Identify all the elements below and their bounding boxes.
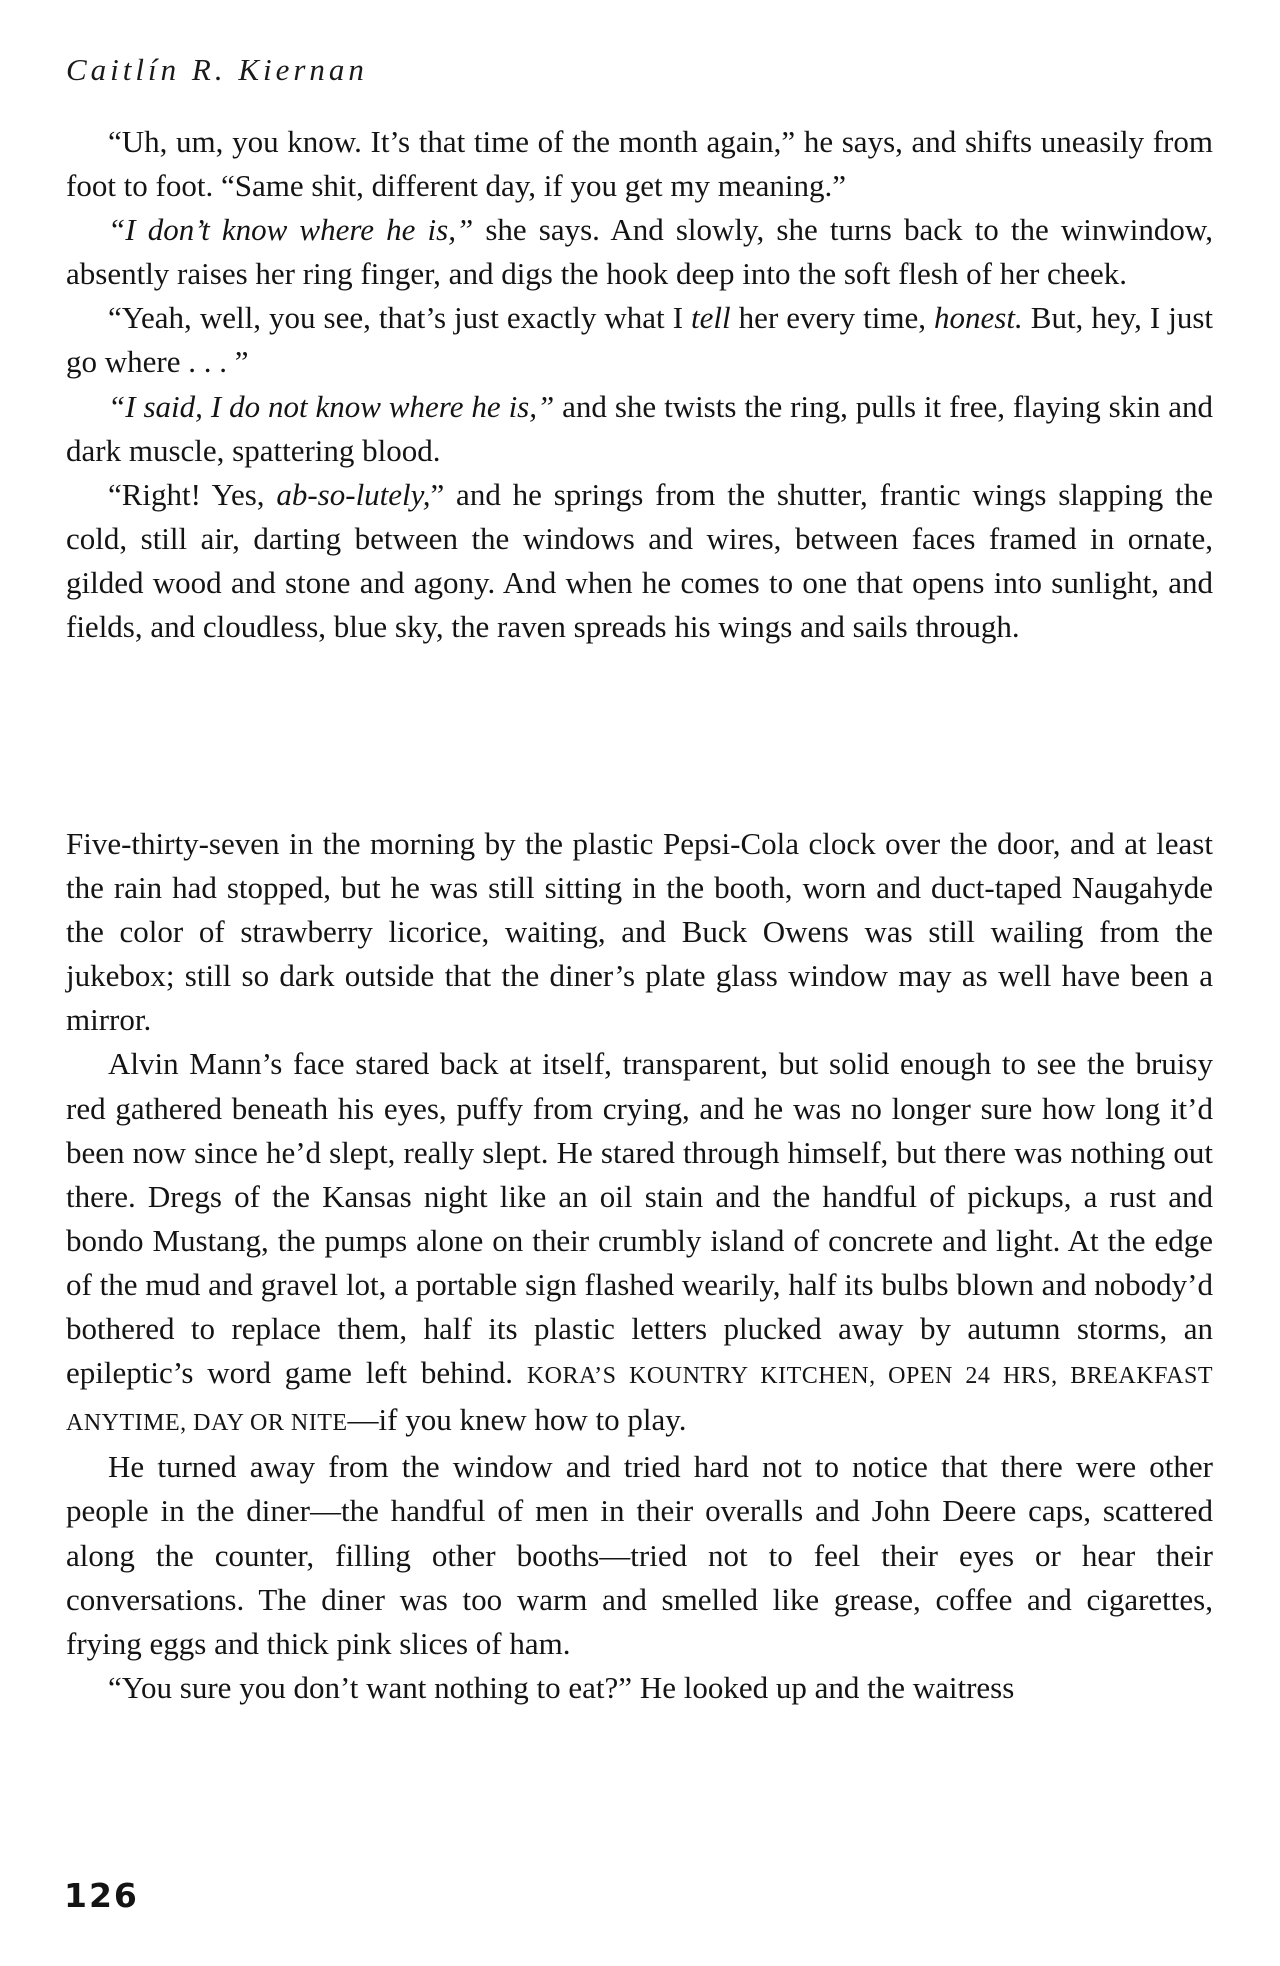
paragraph-text: and she twists the ring, pulls it free, flaying skin and dark muscle, spattering blood.: [66, 388, 1213, 468]
italic-dialogue: “I said, I do not know where he is,”: [108, 388, 555, 424]
paragraph-text: “Yeah, well, you see, that’s just exactly what I: [108, 300, 692, 336]
paragraph: [66, 822, 1213, 1042]
paragraph: [66, 1042, 1213, 1445]
paragraph: [66, 1666, 1213, 1710]
paragraph-text: she says. And slowly, she turns back to the winwindow, absently raises her ring finger, and digs the hook deep into the soft flesh of her cheek.: [66, 212, 1213, 292]
paragraph-text: —if you knew how to play.: [347, 1402, 687, 1438]
paragraph-text: ” and he springs from the shutter, frantic wings slapping the cold, still air, darting between the windows and wires, between faces framed in ornate, gilded wood and stone and agony. And when he comes to one that opens into sunlight, and fields, and cloudless, blue sky, the raven spreads his wings and sails through.: [66, 476, 1213, 645]
paragraph: [66, 1445, 1213, 1665]
italic-dialogue: “I don’t know where he is,”: [108, 212, 474, 248]
page-number: 126: [64, 1876, 139, 1915]
section-two-text: [66, 822, 1213, 1710]
paragraph: [66, 385, 1213, 473]
paragraph: [66, 208, 1213, 296]
sign-text-small-caps: KORA’S KOUNTRY KITCHEN, OPEN 24 HRS, BREAKFAST ANYTIME, DAY OR NITE: [66, 1363, 1213, 1437]
paragraph-text: Five-thirty-seven in the morning by the plastic Pepsi-Cola clock over the door, and at least the rain had stopped, but he was still sitting in the booth, worn and duct-taped Naugahyde the color of strawberry licorice, waiting, and Buck Owens was still wailing from the jukebox; still so dark outside that the diner’s plate glass window may as well have been a mirror.: [66, 826, 1213, 1038]
italic-word: honest.: [934, 300, 1023, 336]
paragraph-text: “You sure you don’t want nothing to eat?” He looked up and the waitress: [108, 1669, 1015, 1705]
paragraph-text: “Uh, um, you know. It’s that time of the month again,” he says, and shifts uneasily from foot to foot. “Same shit, different day, if you get my meaning.”: [66, 124, 1213, 204]
paragraph: [66, 473, 1213, 649]
paragraph-text: He turned away from the window and tried hard not to notice that there were other people in the diner—the handful of men in their overalls and John Deere caps, scattered along the counter, filling other booths—tried not to feel their eyes or hear their conversations. The diner was too warm and smelled like grease, coffee and cigarettes, frying eggs and thick pink slices of ham.: [66, 1449, 1213, 1661]
paragraph-text: Alvin Mann’s face stared back at itself, transparent, but solid enough to see the bruisy red gathered beneath his eyes, puffy from crying, and he was no longer sure how long it’d been now since he’d slept, really slept. He stared through himself, but there was nothing out there. Dregs of the Kansas night like an oil stain and the handful of pickups, a rust and bondo Mustang, the pumps alone on their crumbly island of concrete and light. At the edge of the mud and gravel lot, a portable sign flashed wearily, half its bulbs blown and nobody’d bothered to replace them, half its plastic letters plucked away by autumn storms, an epileptic’s word game left behind.: [66, 1046, 1213, 1391]
paragraph-text: her every time,: [730, 300, 935, 336]
running-head-author: Caitlín R. Kiernan: [66, 52, 368, 87]
section-one-text: [66, 120, 1213, 649]
italic-word: tell: [691, 300, 731, 336]
paragraph: [66, 296, 1213, 384]
paragraph-text: But, hey, I just go where . . . ”: [66, 300, 1213, 380]
italic-word: ab-so-lutely,: [276, 476, 431, 512]
paragraph-text: “Right! Yes,: [108, 476, 277, 512]
paragraph: [66, 120, 1213, 208]
